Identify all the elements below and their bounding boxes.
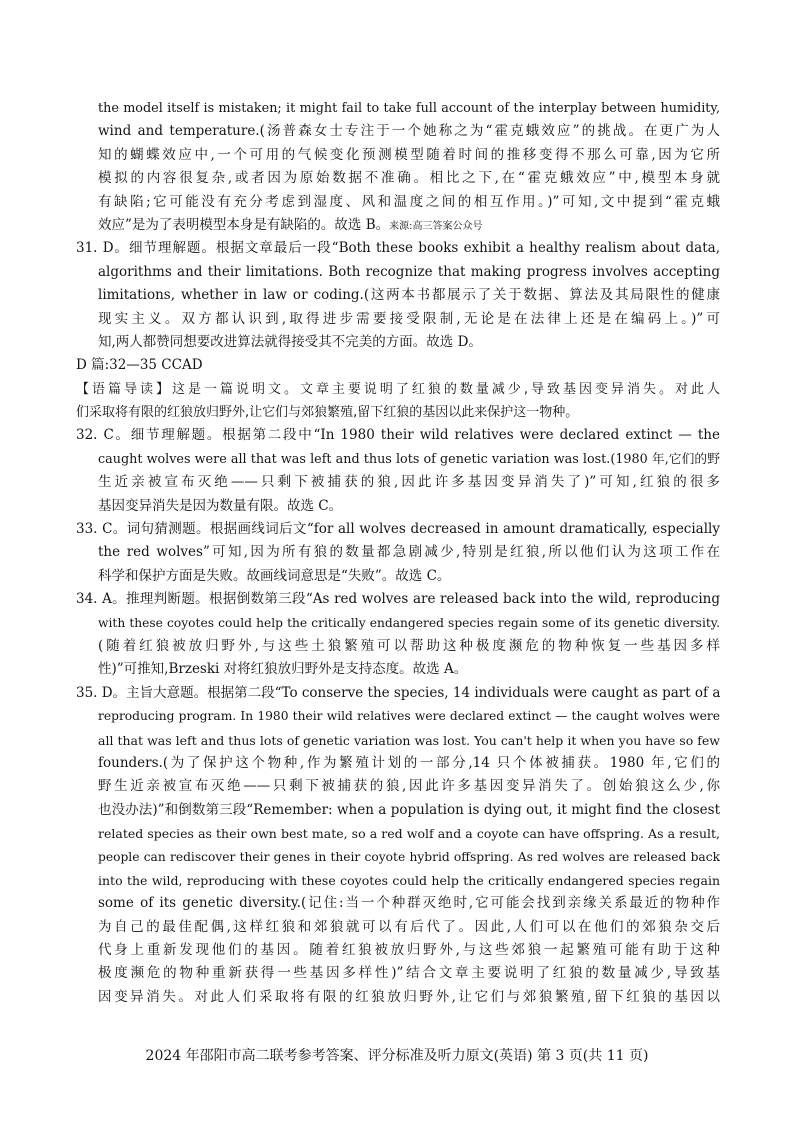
text-line <box>76 354 720 377</box>
text-line <box>76 191 720 214</box>
text-line <box>76 682 720 705</box>
text-line <box>76 541 720 564</box>
text-line <box>76 331 720 354</box>
line-text: wind and temperature.(汤普森女士专注于一个她称之为“霍克蛾效应”的挑战。在更广为人 <box>98 123 720 140</box>
line-text: algorithms and their limitations. Both recognize that making progress involves accepting <box>98 263 720 280</box>
text-line <box>76 775 720 798</box>
line-text: 模拟的内容很复杂,或者因为原始数据不准确。相比之下,在“霍克蛾效应”中,模型本身就 <box>98 170 720 187</box>
line-text: 有缺陷;它可能没有充分考虑到湿度、风和温度之间的相互作用。)”可知,文中提到“霍克蛾 <box>98 193 720 210</box>
text-line <box>76 120 720 143</box>
line-text: 为自己的最佳配偶,这样红狼和郊狼就可以有后代了。因此,人们可以在他们的郊狼杂交后 <box>98 918 720 935</box>
line-text: 现实主义。双方都认识到,取得进步需要接受限制,无论是在法律上还是在编码上。)”可 <box>98 310 720 327</box>
line-text: people can rediscover their genes in their coyote hybrid offspring. As red wolves are released back <box>98 849 720 864</box>
line-text: 基因变异消失是因为数量有限。故选 C。 <box>98 497 343 514</box>
text-line <box>76 448 720 471</box>
text-line <box>76 986 720 1009</box>
line-text: 野生近亲被宣布灭绝——只剩下被捕获的狼,因此许多基因变异消失了。创始狼这么少,你 <box>98 778 720 795</box>
line-text: 31. D。细节理解题。根据文章最后一段“Both these books exhibit a healthy realism about data, <box>76 240 720 257</box>
line-text: reproducing program. In 1980 their wild relatives were declared extinct — the caught wolves were <box>98 709 720 724</box>
text-line <box>76 658 720 681</box>
text-line <box>76 261 720 284</box>
text-line <box>76 424 720 447</box>
line-text: limitations, whether in law or coding.(这两本书都展示了关于数据、算法及其局限性的健康 <box>98 287 720 304</box>
line-text: all that was left and thus lots of genetic variation was lost. You can't help it when you have so few <box>98 732 720 748</box>
line-text: 35. D。主旨大意题。根据第二段“To conserve the species, 14 individuals were caught as part of a <box>76 684 720 701</box>
text-line <box>76 237 720 260</box>
reading-guide-line <box>76 401 720 424</box>
text-line <box>76 822 720 845</box>
line-text: 极度濒危的物种重新获得一些基因多样性)”结合文章主要说明了红狼的数量减少,导致基 <box>98 965 720 982</box>
text-line <box>76 144 720 167</box>
line-text: 32. C。细节理解题。根据第二段中“In 1980 their wild relatives were declared extinct — the <box>76 427 720 444</box>
line-text: (随着红狼被放归野外,与这些土狼繁殖可以帮助这种极度濒危的物种恢复一些基因多样 <box>98 637 720 654</box>
line-text: 知,两人都赞同想要改进算法就得接受其不完美的方面。故选 D。 <box>98 333 482 350</box>
text-line <box>76 308 720 331</box>
text-line <box>76 635 720 658</box>
text-line <box>76 284 720 307</box>
line-text: 生近亲被宣布灭绝——只剩下被捕获的狼,因此许多基因变异消失了)”可知,红狼的很多 <box>98 474 720 491</box>
line-text: founders.(为了保护这个物种,作为繁殖计划的一部分,14 只个体被捕获。1980 年,它们的 <box>98 754 720 771</box>
line-text: 代身上重新发现他们的基因。随着红狼被放归野外,与这些郊狼一起繁殖可能有助于这种 <box>98 942 720 959</box>
text-line <box>76 846 720 869</box>
text-line <box>76 799 720 822</box>
text-line <box>76 705 720 728</box>
text-line <box>76 752 720 775</box>
text-line <box>76 939 720 962</box>
line-text: 也没办法)”和倒数第三段“Remember: when a population is dying out, it might find the closest <box>98 801 720 818</box>
line-text: into the wild, reproducing with these coyotes could help the critically endangered species regain <box>98 872 720 888</box>
text-line <box>76 471 720 494</box>
source-label: 来源:高三答案公众号 <box>389 220 483 232</box>
text-line <box>76 565 720 588</box>
text-line <box>76 869 720 892</box>
reading-guide-line <box>76 378 720 401</box>
text-line <box>76 588 720 611</box>
line-text: 们采取将有限的红狼放归野外,让它们与郊狼繁殖,留下红狼的基因以此来保护这一物种。 <box>76 405 579 421</box>
line-text: some of its genetic diversity.(记住:当一个种群灭绝时,它可能会找到亲缘关系最近的物种作 <box>98 895 720 912</box>
text-line <box>76 167 720 190</box>
line-text: D 篇:32—35 CCAD <box>76 357 203 374</box>
text-line <box>76 916 720 939</box>
text-line <box>76 495 720 518</box>
line-text: 【语篇导读】这是一篇说明文。文章主要说明了红狼的数量减少,导致基因变异消失。对此人 <box>76 381 720 397</box>
text-line <box>76 962 720 985</box>
line-text: 34. A。推理判断题。根据倒数第三段“As red wolves are released back into the wild, reproducing <box>76 591 720 608</box>
line-text: with these coyotes could help the critically endangered species regain some of its genetic diversity. <box>98 615 720 630</box>
line-text: the red wolves”可知,因为所有狼的数量都急剧减少,特别是红狼,所以他们认为这项工作在 <box>98 544 720 561</box>
line-text: 因变异消失。对此人们采取将有限的红狼放归野外,让它们与郊狼繁殖,留下红狼的基因以 <box>98 988 720 1005</box>
line-text: 效应”是为了表明模型本身是有缺陷的。故选 B。 <box>98 216 390 233</box>
text-line <box>76 892 720 915</box>
line-text: 科学和保护方面是失败。故画线词意思是“失败”。故选 C。 <box>98 567 451 584</box>
line-text: 知的蝴蝶效应中,一个可用的气候变化预测模型随着时间的推移变得不那么可靠,因为它所 <box>98 146 720 163</box>
text-line <box>76 214 720 237</box>
line-text: caught wolves were all that was left and thus lots of genetic variation was lost.(1980 年,它们的野 <box>98 451 720 467</box>
text-line <box>76 612 720 635</box>
line-text: 性)”可推知,Brzeski 对将红狼放归野外是支持态度。故选 A。 <box>98 661 468 678</box>
text-line <box>76 729 720 752</box>
line-text: 33. C。词句猜测题。根据画线词后文“for all wolves decreased in amount dramatically, especially <box>76 521 720 538</box>
page-footer: 2024 年邵阳市高二联考参考答案、评分标准及听力原文(英语) 第 3 页(共 11 页) <box>145 1048 649 1064</box>
answer-explanations-body <box>76 97 720 1009</box>
text-line <box>76 97 720 120</box>
line-text: related species as their own best mate, so a red wolf and a coyote can have offspring. As a result, <box>98 826 720 842</box>
line-text: the model itself is mistaken; it might fail to take full account of the interplay between humidity, <box>98 101 720 116</box>
text-line <box>76 518 720 541</box>
